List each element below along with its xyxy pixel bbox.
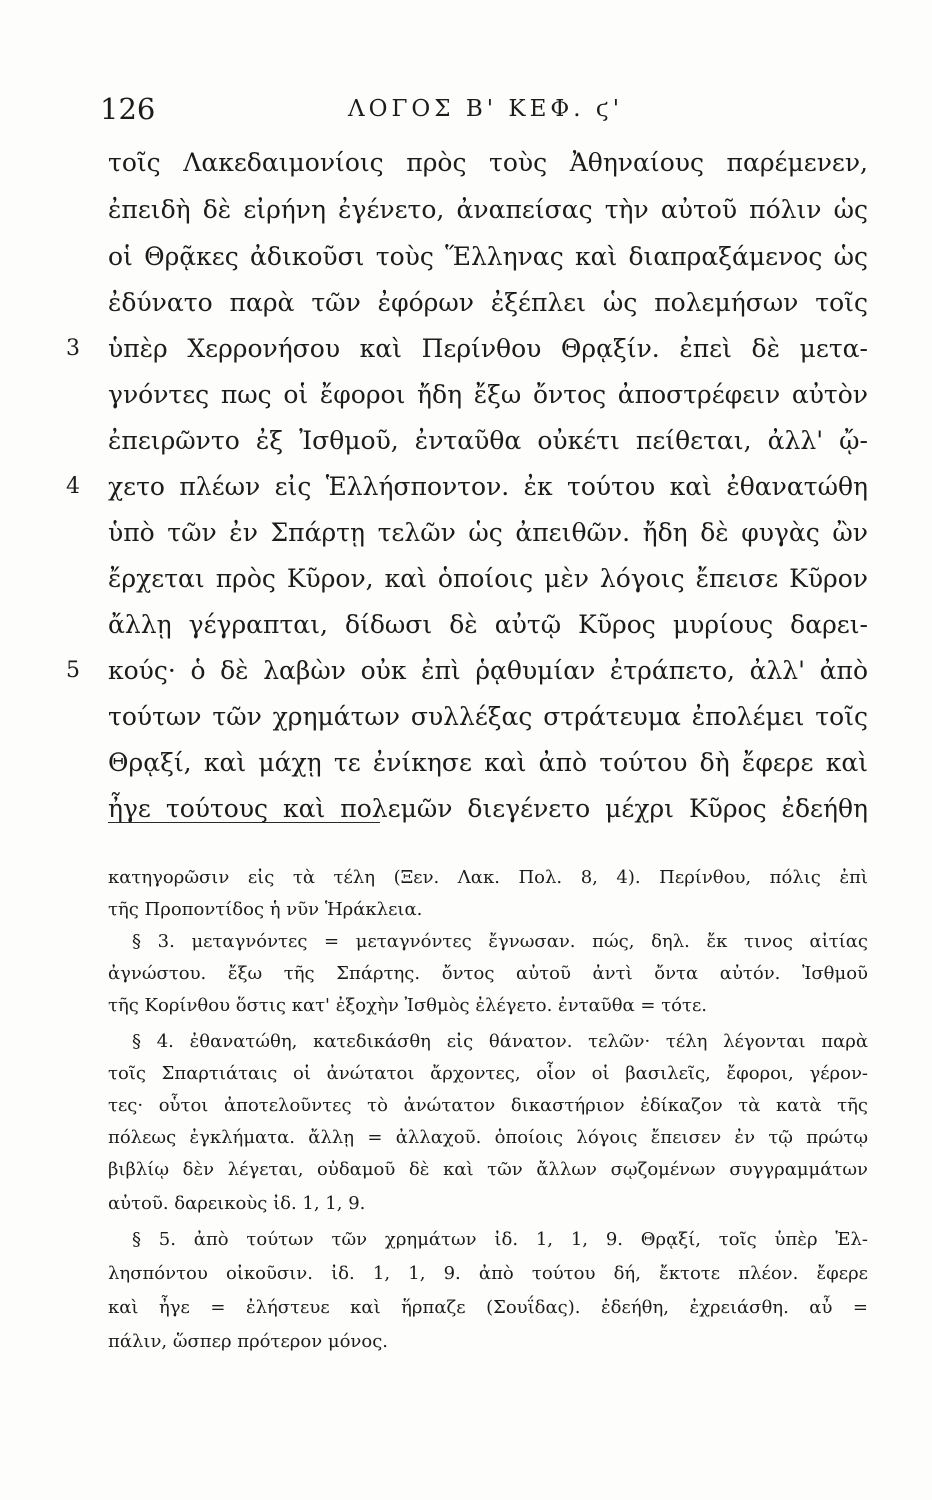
text-line: τούτων τῶν χρημάτων συλλέξας στράτευμα ἐπολέμει τοῖς — [108, 702, 868, 731]
text-line: ἔρχεται πρὸς Κῦρον, καὶ ὁποίοις μὲν λόγοις ἔπεισε Κῦρον — [108, 564, 868, 593]
note-line: § 3. μεταγνόντες = μεταγνόντες ἔγνωσαν. πώς, δηλ. ἔκ τινος αἰτίας — [132, 931, 868, 952]
note-line: ἀγνώστου. ἔξω τῆς Σπάρτης. ὄντος αὐτοῦ ἀντὶ ὄντα αὐτόν. Ἰσθμοῦ — [108, 963, 868, 984]
text-line: Θρᾳξί, καὶ μάχῃ τε ἐνίκησε καὶ ἀπὸ τούτου δὴ ἔφερε καὶ — [108, 748, 868, 777]
text-line: γνόντες πως οἱ ἔφοροι ἤδη ἔξω ὄντος ἀποστρέφειν αὐτὸν — [108, 380, 868, 409]
text-line: χετο πλέων εἰς Ἑλλήσποντον. ἐκ τούτου καὶ ἐθανατώθη — [108, 472, 868, 501]
text-line: ἐπειδὴ δὲ εἰρήνη ἐγένετο, ἀναπείσας τὴν αὐτοῦ πόλιν ὡς — [108, 195, 868, 224]
note-line: τοῖς Σπαρτιάταις οἱ ἀνώτατοι ἄρχοντες, οἷον οἱ βασιλεῖς, ἔφοροι, γέρον- — [108, 1063, 868, 1084]
text-line: οἱ Θρᾷκες ἀδικοῦσι τοὺς Ἕλληνας καὶ διαπραξάμενος ὡς — [108, 242, 868, 271]
note-line: κατηγορῶσιν εἰς τὰ τέλη (Ξεν. Λακ. Πολ. 8, 4). Περίνθου, πόλις ἐπὶ — [108, 867, 868, 888]
text-line: ἦγε τούτους καὶ πολεμῶν διεγένετο μέχρι Κῦρος ἐδεήθη — [108, 794, 868, 823]
text-line: ἄλλῃ γέγραπται, δίδωσι δὲ αὐτῷ Κῦρος μυρίους δαρει- — [108, 610, 868, 639]
text-line: ὑπὸ τῶν ἐν Σπάρτῃ τελῶν ὡς ἀπειθῶν. ἤδη δὲ φυγὰς ὢν — [108, 518, 868, 547]
note-line: § 5. ἀπὸ τούτων τῶν χρημάτων ἰδ. 1, 1, 9. Θρᾳξί, τοῖς ὑπὲρ Ἑλ- — [132, 1229, 868, 1250]
note-line: καὶ ἦγε = ἐλήστευε καὶ ἥρπαζε (Σουΐδας). ἐδεήθη, ἐχρειάσθη. αὖ = — [108, 1297, 868, 1318]
note-line: λησπόντου οἰκοῦσιν. ἰδ. 1, 1, 9. ἀπὸ τούτου δή, ἔκτοτε πλέον. ἔφερε — [108, 1263, 868, 1284]
note-line: βιβλίῳ δὲν λέγεται, οὐδαμοῦ δὲ καὶ τῶν ἄλλων σῳζομένων συγγραμμάτων — [108, 1159, 868, 1180]
line-number: 5 — [66, 658, 80, 683]
note-line: πάλιν, ὥσπερ πρότερον μόνος. — [108, 1331, 388, 1352]
note-line: § 4. ἐθανατώθη, κατεδικάσθη εἰς θάνατον. τελῶν· τέλη λέγονται παρὰ — [132, 1031, 868, 1052]
running-header — [100, 92, 870, 132]
note-line: τῆς Προποντίδος ἡ νῦν Ἡράκλεια. — [108, 899, 423, 920]
note-line: αὐτοῦ. δαρεικοὺς ἰδ. 1, 1, 9. — [108, 1193, 366, 1214]
footnote-divider — [108, 822, 380, 823]
note-line: τῆς Κορίνθου ὅστις κατ' ἐξοχὴν Ἰσθμὸς ἐλέγετο. ἐνταῦθα = τότε. — [108, 995, 708, 1016]
line-number: 4 — [66, 474, 80, 499]
text-line: ἐπειρῶντο ἐξ Ἰσθμοῦ, ἐνταῦθα οὐκέτι πείθεται, ἀλλ' ᾤ- — [108, 426, 868, 455]
text-line: κούς· ὁ δὲ λαβὼν οὐκ ἐπὶ ῥᾳθυμίαν ἐτράπετο, ἀλλ' ἀπὸ — [108, 656, 868, 685]
text-line: τοῖς Λακεδαιμονίοις πρὸς τοὺς Ἀθηναίους παρέμενεν, — [108, 148, 868, 177]
running-title: ΛΟΓΟΣ Β' ΚΕΦ. ϛ' — [348, 96, 624, 122]
text-line: ὑπὲρ Χερρονήσου καὶ Περίνθου Θρᾳξίν. ἐπεὶ δὲ μετα- — [108, 334, 868, 363]
note-line: τες· οὗτοι ἀποτελοῦντες τὸ ἀνώτατον δικαστήριον ἐδίκαζον τὰ κατὰ τῆς — [108, 1095, 868, 1116]
text-line: ἐδύνατο παρὰ τῶν ἐφόρων ἐξέπλει ὡς πολεμήσων τοῖς — [108, 288, 868, 317]
line-number: 3 — [66, 336, 80, 361]
page-number: 126 — [100, 92, 156, 126]
note-line: πόλεως ἐγκλήματα. ἄλλῃ = ἀλλαχοῦ. ὁποίοις λόγοις ἔπεισεν ἐν τῷ πρώτῳ — [108, 1127, 868, 1148]
